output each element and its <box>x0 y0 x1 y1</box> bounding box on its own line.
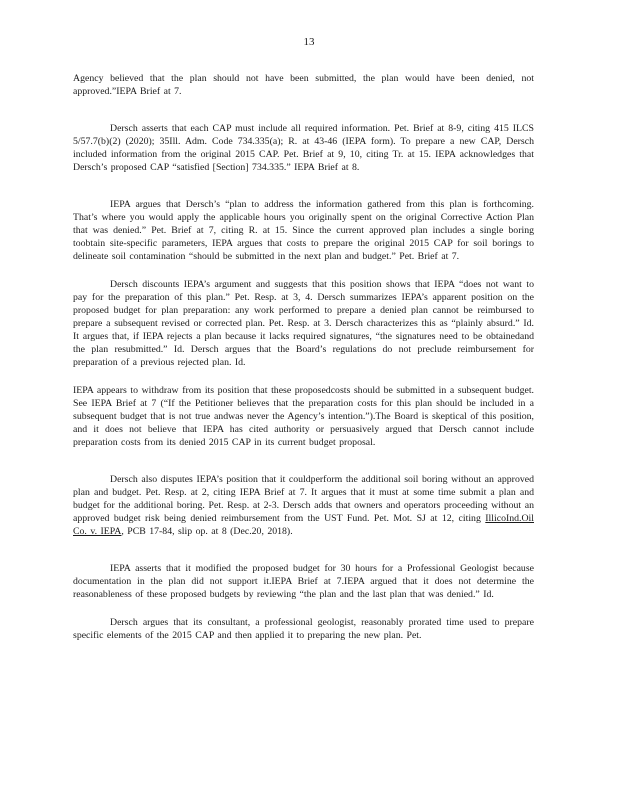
paragraph-dersch-consultant: Dersch argues that its consultant, a professional geologist, reasonably prorated time used to prepare specific elements of the 2015 CAP and then applied it to preparing the new plan. Pet. <box>73 617 534 641</box>
document-body <box>73 72 534 657</box>
paragraph-iepa-withdraw: IEPA appears to withdraw from its position that these proposedcosts should be submitted in a subsequent budget. See IEPA Brief at 7 (“If the Petitioner believes that the preparation costs for this plan should be included in a subsequent budget that is not true andwas never the Agency’s intention.”).The Board is skeptical of this position, and it does not believe that IEPA has cited authority or persuasively argued that Dersch cannot include preparation costs from its denied 2015 CAP in its current budget proposal. <box>73 385 534 448</box>
page-number: 13 <box>303 36 315 48</box>
paragraph-iepa-argues: IEPA argues that Dersch’s “plan to address the information gathered from this plan is forthcoming. That’s where you would apply the applicable hours you originally spent on the original Corrective Action Plan that was denied.” Pet. Brief at 7, citing R. at 15. Since the current approved plan includes a single boring toobtain site-specific parameters, IEPA argues that costs to prepare the original 2015 CAP for soil borings to delineate soil contamination “should be submitted in the next plan and budget.” Pet. Brief at 7. <box>73 199 534 262</box>
paragraph-dersch-disputes <box>73 473 534 538</box>
paragraph-dersch-discounts: Dersch discounts IEPA’s argument and suggests that this position shows that IEPA “does not want to pay for the preparation of this plan.” Pet. Resp. at 3, 4. Dersch summarizes IEPA’s apparent position on the proposed budget for plan preparation: any work performed to prepare a denied plan cannot be reimbursed to prepare a subsequent revised or corrected plan. Pet. Resp. at 3. Dersch characterizes this as “plainly absurd.” Id. It argues that, if IEPA rejects a plan because it lacks required signatures, “the signatures need to be obtainedand the plan resubmitted.” Id. Dersch argues that the Board’s regulations do not preclude reimbursement for preparation of a previous rejected plan. Id. <box>73 279 534 368</box>
case-citation: IllicoInd.Oil Co. v. IEPA <box>73 513 534 537</box>
paragraph-text-after-citation: , PCB 17-84, slip op. at 8 (Dec.20, 2018). <box>121 526 293 537</box>
paragraph-iepa-modified: IEPA asserts that it modified the proposed budget for 30 hours for a Professional Geologist because documentation in the plan did not support it.IEPA Brief at 7.IEPA argued that it does not determine the reasonableness of these proposed budgets by reviewing “the plan and the last plan that was denied.” Id. <box>73 563 534 600</box>
paragraph-continuation: Agency believed that the plan should not have been submitted, the plan would have been denied, not approved.”IEPA Brief at 7. <box>73 73 534 97</box>
paragraph-text-before-citation: Dersch also disputes IEPA’s position that it couldperform the additional soil boring without an approved plan and budget. Pet. Resp. at 2, citing IEPA Brief at 7. It argues that it must at some time submit a plan and budget for the additional boring. Pet. Resp. at 2-3. Dersch adds that owners and operators proceeding without an approved budget risk being denied reimbursement from the UST Fund. Pet. Mot. SJ at 12, citing <box>73 474 534 524</box>
paragraph-dersch-cap-requirements: Dersch asserts that each CAP must include all required information. Pet. Brief at 8-9, citing 415 ILCS 5/57.7(b)(2) (2020); 35Ill. Adm. Code 734.335(a); R. at 43-46 (IEPA form). To prepare a new CAP, Dersch included information from the original 2015 CAP. Pet. Brief at 9, 10, citing Tr. at 15. IEPA acknowledges that Dersch’s proposed CAP “satisfied [Section] 734.335.” IEPA Brief at 8. <box>73 123 534 173</box>
